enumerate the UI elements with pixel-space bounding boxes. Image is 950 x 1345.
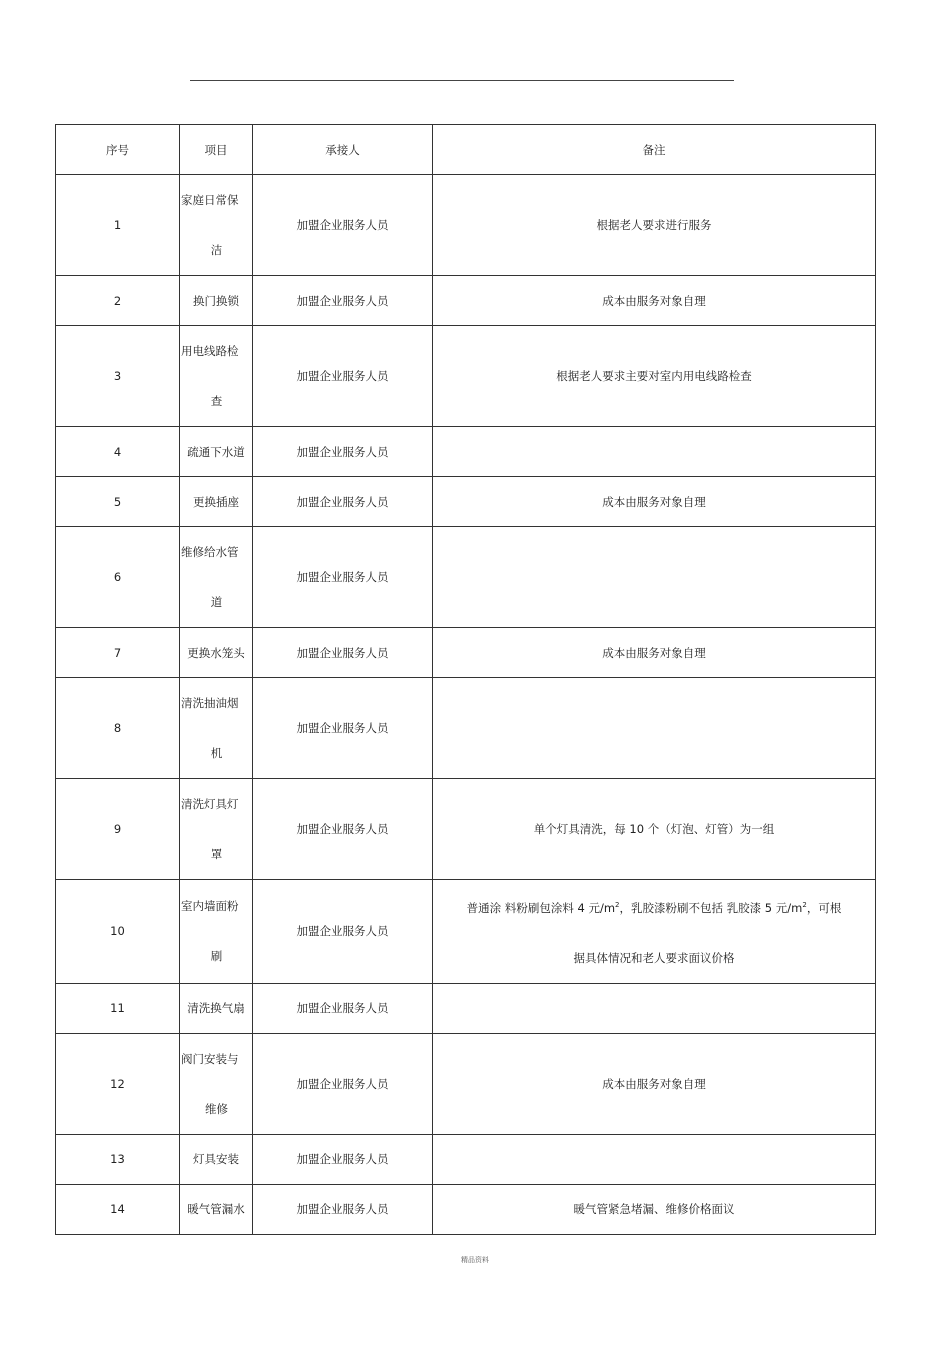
row-no: 10 bbox=[56, 880, 180, 984]
table-header-row bbox=[56, 125, 876, 175]
table-row bbox=[56, 1033, 876, 1134]
note-part-c: ，可根 bbox=[806, 900, 842, 915]
row-note-line2: 据具体情况和老人要求面议价格 bbox=[573, 950, 735, 965]
row-person: 加盟企业服务人员 bbox=[253, 678, 433, 779]
row-no: 6 bbox=[56, 527, 180, 628]
table-row bbox=[56, 326, 876, 427]
row-no: 9 bbox=[56, 779, 180, 880]
row-item bbox=[180, 527, 253, 628]
row-person: 加盟企业服务人员 bbox=[253, 326, 433, 427]
row-person: 加盟企业服务人员 bbox=[253, 628, 433, 678]
row-note: 暖气管紧急堵漏、维修价格面议 bbox=[433, 1184, 876, 1234]
row-note: 根据老人要求主要对室内用电线路检查 bbox=[433, 326, 876, 427]
row-no: 11 bbox=[56, 983, 180, 1033]
row-person: 加盟企业服务人员 bbox=[253, 1134, 433, 1184]
row-note: 单个灯具清洗，每 10 个（灯泡、灯管）为一组 bbox=[433, 779, 876, 880]
row-note: 成本由服务对象自理 bbox=[433, 276, 876, 326]
note-part-a: 普通涂 料粉刷包涂料 4 元/m bbox=[466, 900, 616, 915]
row-item-line1: 室内墙面粉 bbox=[181, 899, 239, 914]
row-person: 加盟企业服务人员 bbox=[253, 527, 433, 628]
row-note bbox=[433, 983, 876, 1033]
row-item-line1: 清洗灯具灯 bbox=[181, 797, 239, 811]
row-no: 3 bbox=[56, 326, 180, 427]
row-item-line1: 家庭日常保 bbox=[181, 193, 239, 207]
row-item-line2: 刷 bbox=[210, 949, 223, 964]
row-item bbox=[180, 779, 253, 880]
header-note: 备注 bbox=[433, 125, 876, 175]
row-item-line2: 维修 bbox=[205, 1101, 228, 1116]
row-note-line1 bbox=[435, 880, 873, 933]
row-no: 7 bbox=[56, 628, 180, 678]
row-person: 加盟企业服务人员 bbox=[253, 175, 433, 276]
row-item: 暖气管漏水 bbox=[180, 1184, 253, 1234]
table-row bbox=[56, 527, 876, 628]
note-part-b: ，乳胶漆粉刷不包括 乳胶漆 5 元/m bbox=[619, 900, 803, 915]
row-item-line1: 用电线路检 bbox=[181, 344, 239, 358]
table-row bbox=[56, 779, 876, 880]
table-row bbox=[56, 276, 876, 326]
row-no: 4 bbox=[56, 427, 180, 477]
row-person: 加盟企业服务人员 bbox=[253, 477, 433, 527]
row-item bbox=[180, 880, 253, 984]
table-row bbox=[56, 628, 876, 678]
note-sup-1: 2 bbox=[615, 901, 620, 909]
row-note: 成本由服务对象自理 bbox=[433, 1033, 876, 1134]
row-note: 根据老人要求进行服务 bbox=[433, 175, 876, 276]
row-item: 清洗换气扇 bbox=[180, 983, 253, 1033]
row-item-line2: 洁 bbox=[210, 243, 223, 257]
row-item-line1: 阀门安装与 bbox=[181, 1051, 239, 1066]
row-note bbox=[433, 678, 876, 779]
row-item bbox=[180, 175, 253, 276]
row-no: 5 bbox=[56, 477, 180, 527]
row-no: 8 bbox=[56, 678, 180, 779]
table-row bbox=[56, 880, 876, 984]
top-rule bbox=[190, 80, 734, 81]
row-note bbox=[433, 880, 876, 984]
row-person: 加盟企业服务人员 bbox=[253, 779, 433, 880]
header-item: 项目 bbox=[180, 125, 253, 175]
row-no: 13 bbox=[56, 1134, 180, 1184]
row-note bbox=[433, 1134, 876, 1184]
table-row bbox=[56, 983, 876, 1033]
row-item bbox=[180, 1033, 253, 1134]
note-sup-2: 2 bbox=[802, 901, 807, 909]
row-person: 加盟企业服务人员 bbox=[253, 983, 433, 1033]
row-note: 成本由服务对象自理 bbox=[433, 628, 876, 678]
row-item bbox=[180, 678, 253, 779]
table-row bbox=[56, 1184, 876, 1234]
footer-label: 精品资料 bbox=[461, 1256, 489, 1264]
row-item: 灯具安装 bbox=[180, 1134, 253, 1184]
row-item: 疏通下水道 bbox=[180, 427, 253, 477]
row-item: 更换水笼头 bbox=[180, 628, 253, 678]
row-item bbox=[180, 326, 253, 427]
row-person: 加盟企业服务人员 bbox=[253, 276, 433, 326]
table-row bbox=[56, 477, 876, 527]
row-note bbox=[433, 427, 876, 477]
table-row bbox=[56, 427, 876, 477]
row-item-line1: 清洗抽油烟 bbox=[181, 696, 239, 710]
row-no: 1 bbox=[56, 175, 180, 276]
table-row bbox=[56, 175, 876, 276]
row-person: 加盟企业服务人员 bbox=[253, 880, 433, 984]
row-person: 加盟企业服务人员 bbox=[253, 427, 433, 477]
row-item-line2: 机 bbox=[210, 746, 223, 760]
row-person: 加盟企业服务人员 bbox=[253, 1033, 433, 1134]
row-item-line2: 罩 bbox=[210, 847, 223, 861]
row-person: 加盟企业服务人员 bbox=[253, 1184, 433, 1234]
row-item-line2: 查 bbox=[210, 394, 223, 408]
row-note: 成本由服务对象自理 bbox=[433, 477, 876, 527]
row-item: 更换插座 bbox=[180, 477, 253, 527]
row-item-line2: 道 bbox=[210, 595, 223, 609]
service-table bbox=[55, 124, 876, 1235]
table-row bbox=[56, 678, 876, 779]
row-item-line1: 维修给水管 bbox=[181, 545, 239, 559]
row-no: 2 bbox=[56, 276, 180, 326]
header-person: 承接人 bbox=[253, 125, 433, 175]
header-no: 序号 bbox=[56, 125, 180, 175]
row-note bbox=[433, 527, 876, 628]
row-item: 换门换锁 bbox=[180, 276, 253, 326]
row-no: 14 bbox=[56, 1184, 180, 1234]
row-no: 12 bbox=[56, 1033, 180, 1134]
table-row bbox=[56, 1134, 876, 1184]
